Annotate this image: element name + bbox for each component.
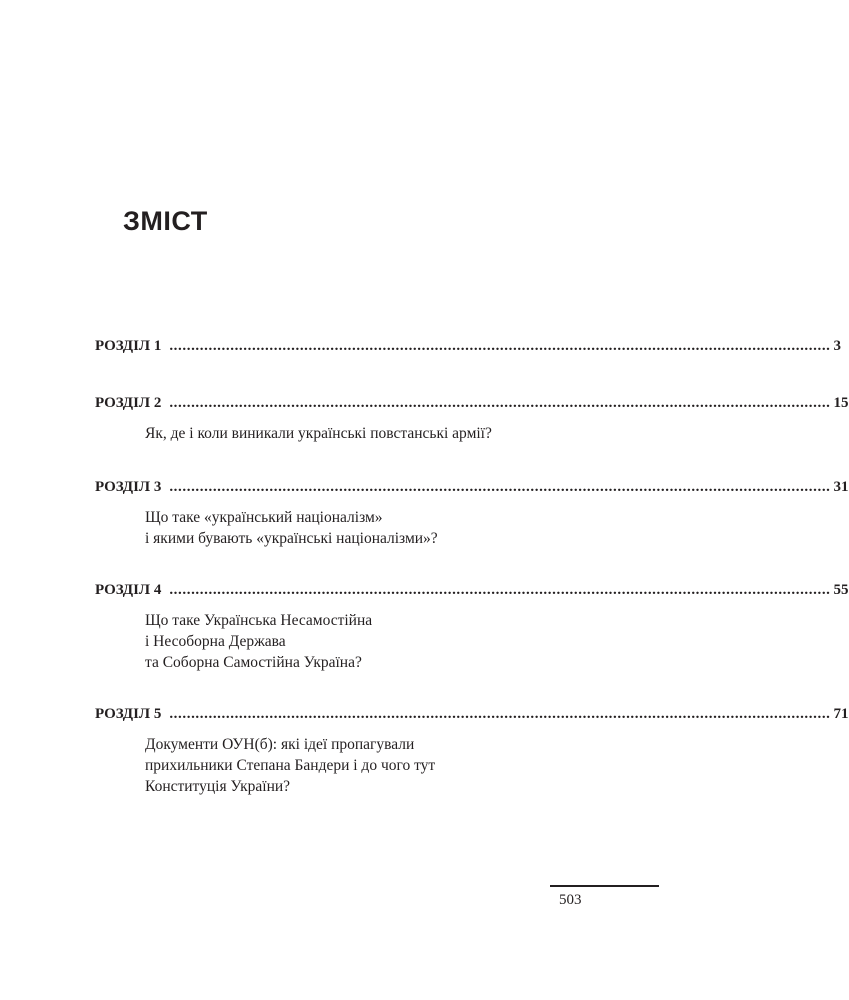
description-line: Як, де і коли виникали українські повстанські армії? bbox=[145, 425, 492, 442]
toc-entry-head bbox=[95, 336, 842, 356]
dot-leader: ........................................................................................................................................................ bbox=[169, 338, 831, 354]
toc-entry-1 bbox=[95, 336, 842, 356]
toc-entry-page: 31 bbox=[833, 479, 849, 495]
toc-entry-page: 15 bbox=[833, 395, 849, 411]
toc-entry-page: 55 bbox=[833, 582, 849, 598]
toc-entry-label: РОЗДІЛ 4 bbox=[95, 582, 162, 598]
description-line: і якими бувають «українські націоналізми»? bbox=[145, 530, 438, 547]
description-line: Документи ОУН(б): які ідеї пропагували bbox=[145, 736, 415, 753]
dot-leader: ........................................................................................................................................................ bbox=[169, 395, 831, 411]
toc-entry-label: РОЗДІЛ 3 bbox=[95, 479, 162, 495]
dot-leader: ........................................................................................................................................................ bbox=[169, 479, 831, 495]
description-line: Конституція України? bbox=[145, 778, 291, 795]
description-line: Що таке «український націоналізм» bbox=[145, 509, 383, 526]
page-number: 503 bbox=[559, 892, 582, 908]
folio-rule bbox=[550, 885, 659, 887]
toc-entry-head bbox=[95, 580, 849, 600]
toc-entry-description bbox=[145, 507, 527, 549]
toc-entry-label: РОЗДІЛ 5 bbox=[95, 706, 162, 722]
dot-leader: ........................................................................................................................................................ bbox=[169, 582, 831, 598]
description-line: і Несоборна Держава bbox=[145, 633, 286, 650]
description-line: прихильники Степана Бандери і до чого тут bbox=[145, 757, 436, 774]
toc-entry-description bbox=[145, 734, 527, 797]
toc-entry-page: 3 bbox=[833, 338, 842, 354]
toc-entry-page: 71 bbox=[833, 706, 849, 722]
description-line: Що таке Українська Несамостійна bbox=[145, 612, 373, 629]
dot-leader: ........................................................................................................................................................ bbox=[169, 706, 831, 722]
toc-entry-head bbox=[95, 704, 849, 724]
toc-entry-description bbox=[145, 423, 527, 444]
description-line: та Соборна Самостійна Україна? bbox=[145, 654, 362, 671]
contents-heading: ЗМІСТ bbox=[123, 206, 208, 236]
toc-entry-head bbox=[95, 477, 849, 497]
toc-entry-head bbox=[95, 393, 849, 413]
toc-entry-description bbox=[145, 610, 527, 673]
toc-entry-4 bbox=[95, 580, 849, 673]
toc-entry-3 bbox=[95, 477, 849, 549]
toc-entry-label: РОЗДІЛ 2 bbox=[95, 395, 162, 411]
toc-entry-2 bbox=[95, 393, 849, 444]
toc-entry-5 bbox=[95, 704, 849, 797]
toc-entry-label: РОЗДІЛ 1 bbox=[95, 338, 162, 354]
